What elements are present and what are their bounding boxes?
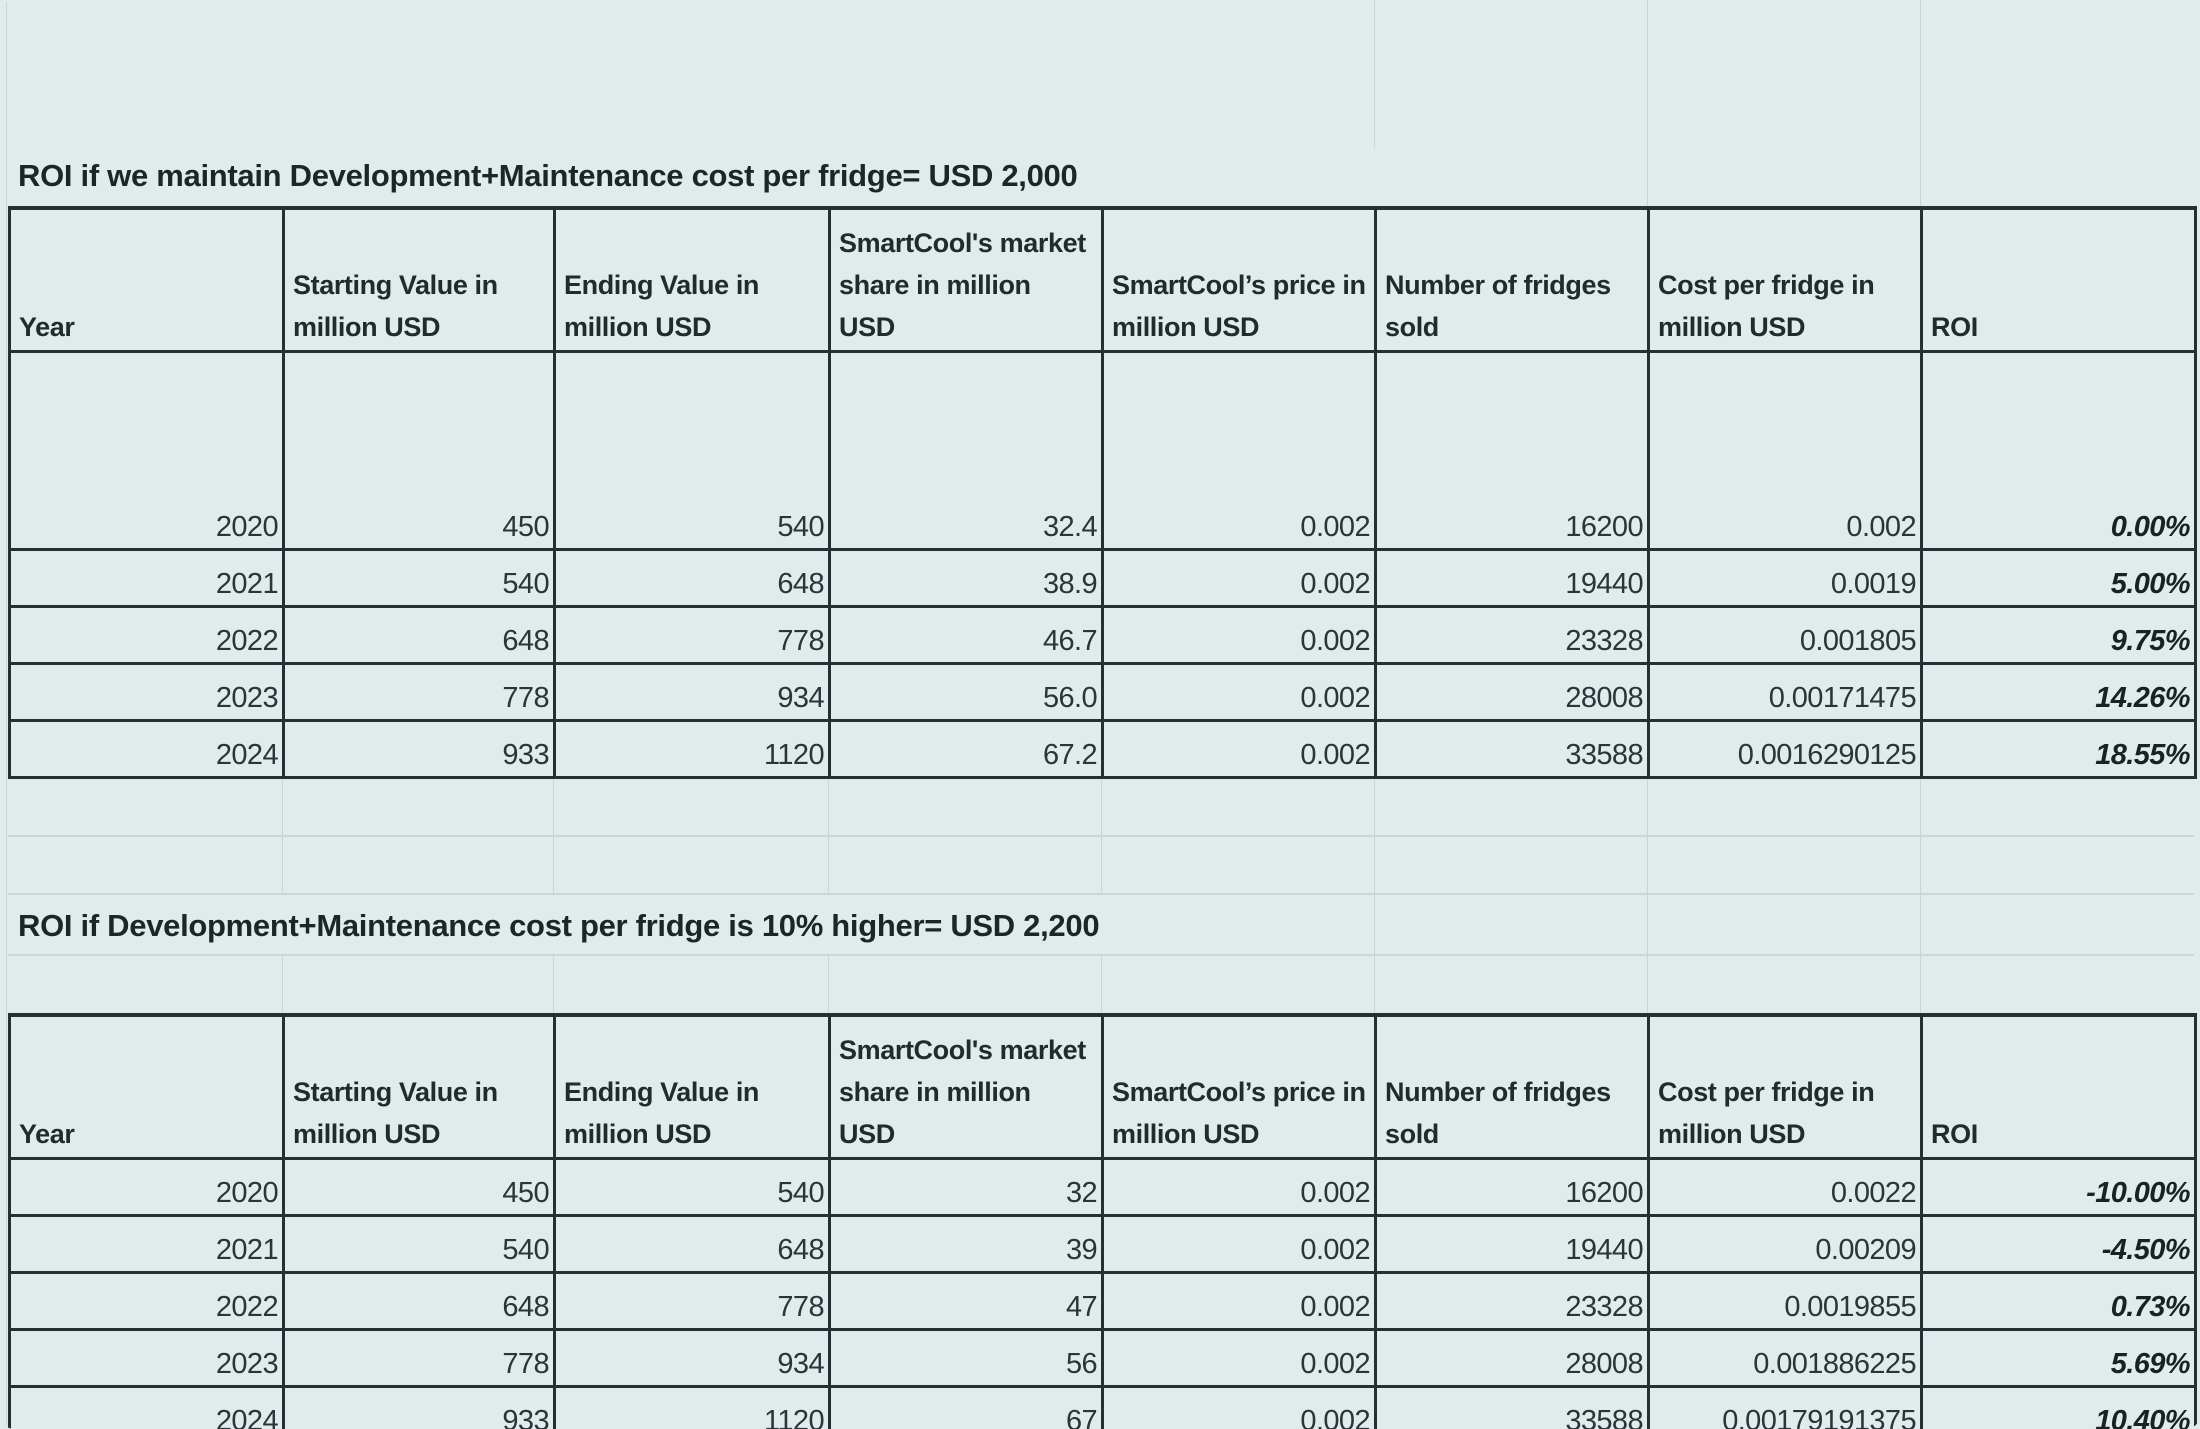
cell-ending-value[interactable]: 934 [555,663,830,720]
cell-roi[interactable]: 9.75% [1922,606,2196,663]
cell-ending-value[interactable]: 540 [555,351,830,549]
cell-fridges-sold[interactable]: 28008 [1376,1329,1649,1386]
cell-starting-value[interactable]: 450 [284,1158,555,1215]
table-row [10,1158,2196,1215]
cell-cost-per-fridge[interactable]: 0.002 [1649,351,1922,549]
cell-starting-value[interactable]: 540 [284,1215,555,1272]
column-header-year[interactable]: Year [10,1015,284,1158]
column-header-price[interactable]: SmartCool’s price in million USD [1103,1015,1376,1158]
table-row [10,549,2196,606]
cell-ending-value[interactable]: 778 [555,1272,830,1329]
cell-price[interactable]: 0.002 [1103,1386,1376,1429]
cell-cost-per-fridge[interactable]: 0.00179191375 [1649,1386,1922,1429]
cell-year[interactable]: 2020 [10,1158,284,1215]
cell-year[interactable]: 2022 [10,1272,284,1329]
table-row [10,1386,2196,1429]
cell-market-share[interactable]: 32 [830,1158,1103,1215]
cell-fridges-sold[interactable]: 33588 [1376,1386,1649,1429]
cell-year[interactable]: 2023 [10,1329,284,1386]
gridline [282,955,283,1014]
cell-fridges-sold[interactable]: 16200 [1376,351,1649,549]
cell-roi[interactable]: 10.40% [1922,1386,2196,1429]
column-header-roi[interactable]: ROI [1922,1015,2196,1158]
cell-price[interactable]: 0.002 [1103,1329,1376,1386]
cell-market-share[interactable]: 67.2 [830,720,1103,777]
cell-market-share[interactable]: 32.4 [830,351,1103,549]
cell-starting-value[interactable]: 540 [284,549,555,606]
column-header-roi[interactable]: ROI [1922,208,2196,351]
gridline [1101,955,1102,1014]
cell-price[interactable]: 0.002 [1103,1158,1376,1215]
table1-title: ROI if we maintain Development+Maintenance cost per fridge= USD 2,000 [18,158,1078,193]
cell-cost-per-fridge[interactable]: 0.00171475 [1649,663,1922,720]
column-header-cost-per-fridge[interactable]: Cost per fridge in million USD [1649,208,1922,351]
gridline [1647,0,1648,207]
cell-year[interactable]: 2022 [10,606,284,663]
cell-roi[interactable]: 5.00% [1922,549,2196,606]
gridline [1647,777,1648,1014]
cell-cost-per-fridge[interactable]: 0.00209 [1649,1215,1922,1272]
table-row [10,720,2196,777]
cell-ending-value[interactable]: 648 [555,1215,830,1272]
table-row [10,1215,2196,1272]
column-header-market-share[interactable]: SmartCool's market share in million USD [830,1015,1103,1158]
cell-roi[interactable]: -10.00% [1922,1158,2196,1215]
cell-market-share[interactable]: 38.9 [830,549,1103,606]
table-header-row [10,208,2196,351]
cell-ending-value[interactable]: 1120 [555,720,830,777]
cell-fridges-sold[interactable]: 19440 [1376,1215,1649,1272]
cell-starting-value[interactable]: 778 [284,663,555,720]
table-row [10,1272,2196,1329]
gridline [6,0,7,1429]
cell-year[interactable]: 2020 [10,351,284,549]
cell-price[interactable]: 0.002 [1103,549,1376,606]
column-header-price[interactable]: SmartCool’s price in million USD [1103,208,1376,351]
cell-starting-value[interactable]: 778 [284,1329,555,1386]
table-row [10,351,2196,549]
table-row [10,606,2196,663]
gridline [1374,0,1375,148]
table2-title: ROI if Development+Maintenance cost per fridge is 10% higher= USD 2,200 [18,908,1100,943]
column-header-fridges-sold[interactable]: Number of fridges sold [1376,1015,1649,1158]
column-header-ending-value[interactable]: Ending Value in million USD [555,1015,830,1158]
roi-table-higher-cost [8,1013,2197,1429]
table-header-row [10,1015,2196,1158]
cell-cost-per-fridge[interactable]: 0.0016290125 [1649,720,1922,777]
cell-price[interactable]: 0.002 [1103,351,1376,549]
cell-roi[interactable]: -4.50% [1922,1215,2196,1272]
column-header-market-share[interactable]: SmartCool's market share in million USD [830,208,1103,351]
cell-year[interactable]: 2021 [10,549,284,606]
table-row [10,663,2196,720]
cell-fridges-sold[interactable]: 23328 [1376,1272,1649,1329]
cell-starting-value[interactable]: 648 [284,606,555,663]
cell-price[interactable]: 0.002 [1103,606,1376,663]
cell-market-share[interactable]: 39 [830,1215,1103,1272]
table-row [10,1329,2196,1386]
cell-cost-per-fridge[interactable]: 0.001805 [1649,606,1922,663]
cell-ending-value[interactable]: 648 [555,549,830,606]
cell-ending-value[interactable]: 934 [555,1329,830,1386]
column-header-cost-per-fridge[interactable]: Cost per fridge in million USD [1649,1015,1922,1158]
cell-roi[interactable]: 18.55% [1922,720,2196,777]
cell-ending-value[interactable]: 540 [555,1158,830,1215]
cell-year[interactable]: 2021 [10,1215,284,1272]
cell-fridges-sold[interactable]: 28008 [1376,663,1649,720]
gridline [1920,0,1921,207]
gridline [8,835,2194,837]
cell-price[interactable]: 0.002 [1103,1215,1376,1272]
gridline [8,893,2194,895]
cell-price[interactable]: 0.002 [1103,663,1376,720]
cell-year[interactable]: 2024 [10,720,284,777]
cell-fridges-sold[interactable]: 19440 [1376,549,1649,606]
cell-price[interactable]: 0.002 [1103,720,1376,777]
cell-roi[interactable]: 0.73% [1922,1272,2196,1329]
cell-starting-value[interactable]: 450 [284,351,555,549]
roi-table-baseline [8,206,2197,779]
cell-fridges-sold[interactable]: 16200 [1376,1158,1649,1215]
cell-market-share[interactable]: 56 [830,1329,1103,1386]
cell-year[interactable]: 2024 [10,1386,284,1429]
cell-market-share[interactable]: 56.0 [830,663,1103,720]
cell-ending-value[interactable]: 1120 [555,1386,830,1429]
cell-cost-per-fridge[interactable]: 0.0019 [1649,549,1922,606]
cell-starting-value[interactable]: 933 [284,720,555,777]
column-header-ending-value[interactable]: Ending Value in million USD [555,208,830,351]
cell-ending-value[interactable]: 778 [555,606,830,663]
cell-starting-value[interactable]: 648 [284,1272,555,1329]
gridline [828,955,829,1014]
cell-fridges-sold[interactable]: 33588 [1376,720,1649,777]
cell-year[interactable]: 2023 [10,663,284,720]
gridline [553,955,554,1014]
gridline [1920,777,1921,1014]
gridline [8,954,2194,956]
column-header-starting-value[interactable]: Starting Value in million USD [284,1015,555,1158]
cell-market-share[interactable]: 67 [830,1386,1103,1429]
cell-cost-per-fridge[interactable]: 0.0022 [1649,1158,1922,1215]
column-header-year[interactable]: Year [10,208,284,351]
cell-cost-per-fridge[interactable]: 0.0019855 [1649,1272,1922,1329]
gridline [1374,777,1375,1014]
cell-roi[interactable]: 5.69% [1922,1329,2196,1386]
column-header-starting-value[interactable]: Starting Value in million USD [284,208,555,351]
cell-price[interactable]: 0.002 [1103,1272,1376,1329]
column-header-fridges-sold[interactable]: Number of fridges sold [1376,208,1649,351]
cell-market-share[interactable]: 46.7 [830,606,1103,663]
cell-fridges-sold[interactable]: 23328 [1376,606,1649,663]
cell-roi[interactable]: 14.26% [1922,663,2196,720]
cell-market-share[interactable]: 47 [830,1272,1103,1329]
cell-cost-per-fridge[interactable]: 0.001886225 [1649,1329,1922,1386]
cell-roi[interactable]: 0.00% [1922,351,2196,549]
cell-starting-value[interactable]: 933 [284,1386,555,1429]
